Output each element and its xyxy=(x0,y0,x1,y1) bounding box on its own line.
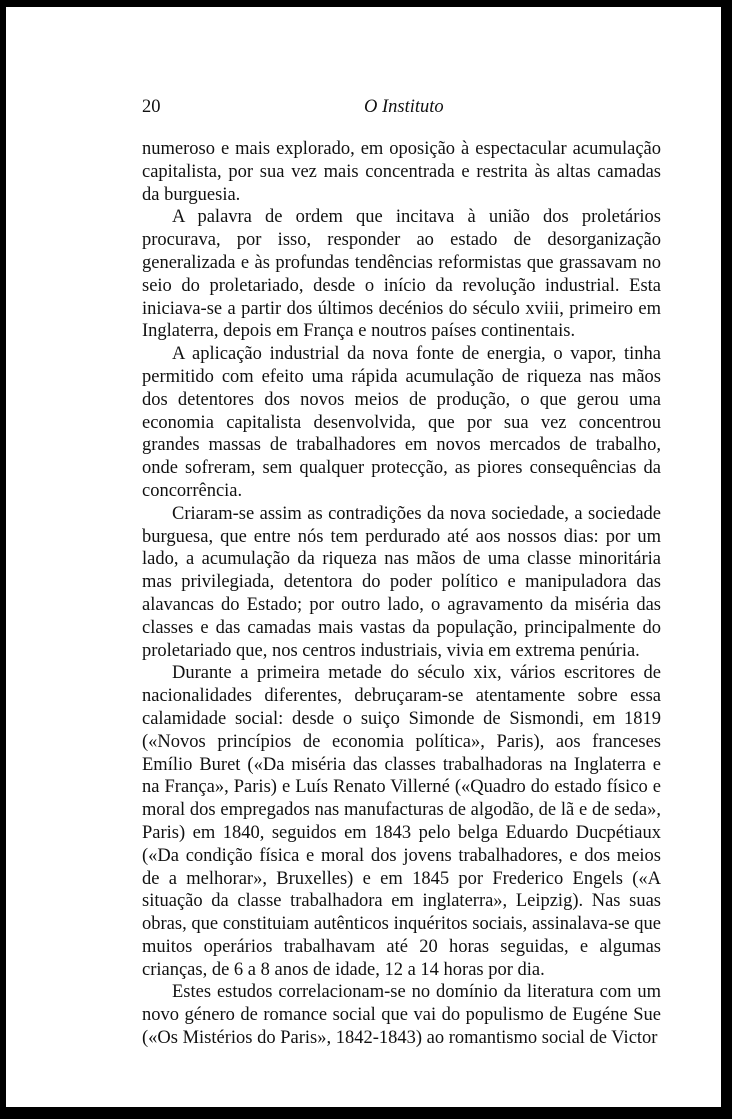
paragraph-6: Estes estudos correlacionam-se no domínio da literatura com um novo género de romance social que vai do populismo de Eugéne Sue («Os Mistérios do Paris», 1842-1843) ao romantismo social de Victor xyxy=(142,982,661,1049)
paragraph-4: Criaram-se assim as contradições da nova sociedade, a sociedade burguesa, que entre nós tem perdurado até aos nossos dias: por um lado, a acumulação da riqueza nas mãos de uma classe minoritária mas privilegiada, detentora do poder político e manipuladora das alavancas do Estado; por outro lado, o agravamento da miséria das classes e das camadas mais vastas da população, principalmente do proletariado que, nos centros industriais, vivia em extrema penúria. xyxy=(142,503,661,661)
running-title: O Instituto xyxy=(364,97,444,117)
page-number: 20 xyxy=(142,97,161,117)
body-text xyxy=(142,138,661,1050)
paragraph-5: Durante a primeira metade do século xix, vários escritores de nacionalidades diferentes, debruçaram-se atentamente sobre essa calamidade social: desde o suiço Simonde de Sismondi, em 1819 («Novos princípios de economia política», Paris), aos franceses Emílio Buret («Da miséria das classes trabalhadoras na Inglaterra e na França», Paris) e Luís Renato Villerné («Quadro do estado físico e moral dos empregados nas manufacturas de algodão, de lã e de seda», Paris) em 1840, seguidos em 1843 pelo belga Eduardo Ducpétiaux («Da condição física e moral dos jovens trabalhadores, e dos meios de a melhorar», Bruxelles) e em 1845 por Frederico Engels («A situação da classe trabalhadora em inglaterra», Leipzig). Nas suas obras, que constituiam autênticos inquéritos sociais, assinalava-se que muitos operários trabalhavam até 20 horas seguidas, e algumas crianças, de 6 a 8 anos de idade, 12 a 14 horas por dia. xyxy=(142,663,661,980)
book-page xyxy=(6,7,721,1107)
running-head xyxy=(142,97,662,121)
paragraph-1: numeroso e mais explorado, em oposição à espectacular acumulação capitalista, por sua vez mais concentrada e restrita às altas camadas da burguesia. xyxy=(142,139,661,205)
paragraph-2: A palavra de ordem que incitava à união dos proletários procurava, por isso, responder ao estado de desorganização generalizada e às profundas tendências reformistas que grassavam no seio do proletariado, desde o início da revolução industrial. Esta iniciava-se a partir dos últimos decénios do século xviii, primeiro em Inglaterra, depois em França e noutros países continentais. xyxy=(142,207,661,342)
paragraph-3: A aplicação industrial da nova fonte de energia, o vapor, tinha permitido com efeito uma rápida acumulação de riqueza nas mãos dos detentores dos novos meios de produção, o que gerou uma economia capitalista desenvolvida, que por sua vez concentrou grandes massas de trabalhadores em novos mercados de trabalho, onde sofreram, sem qualquer protecção, as piores consequências da concorrência. xyxy=(142,344,661,501)
